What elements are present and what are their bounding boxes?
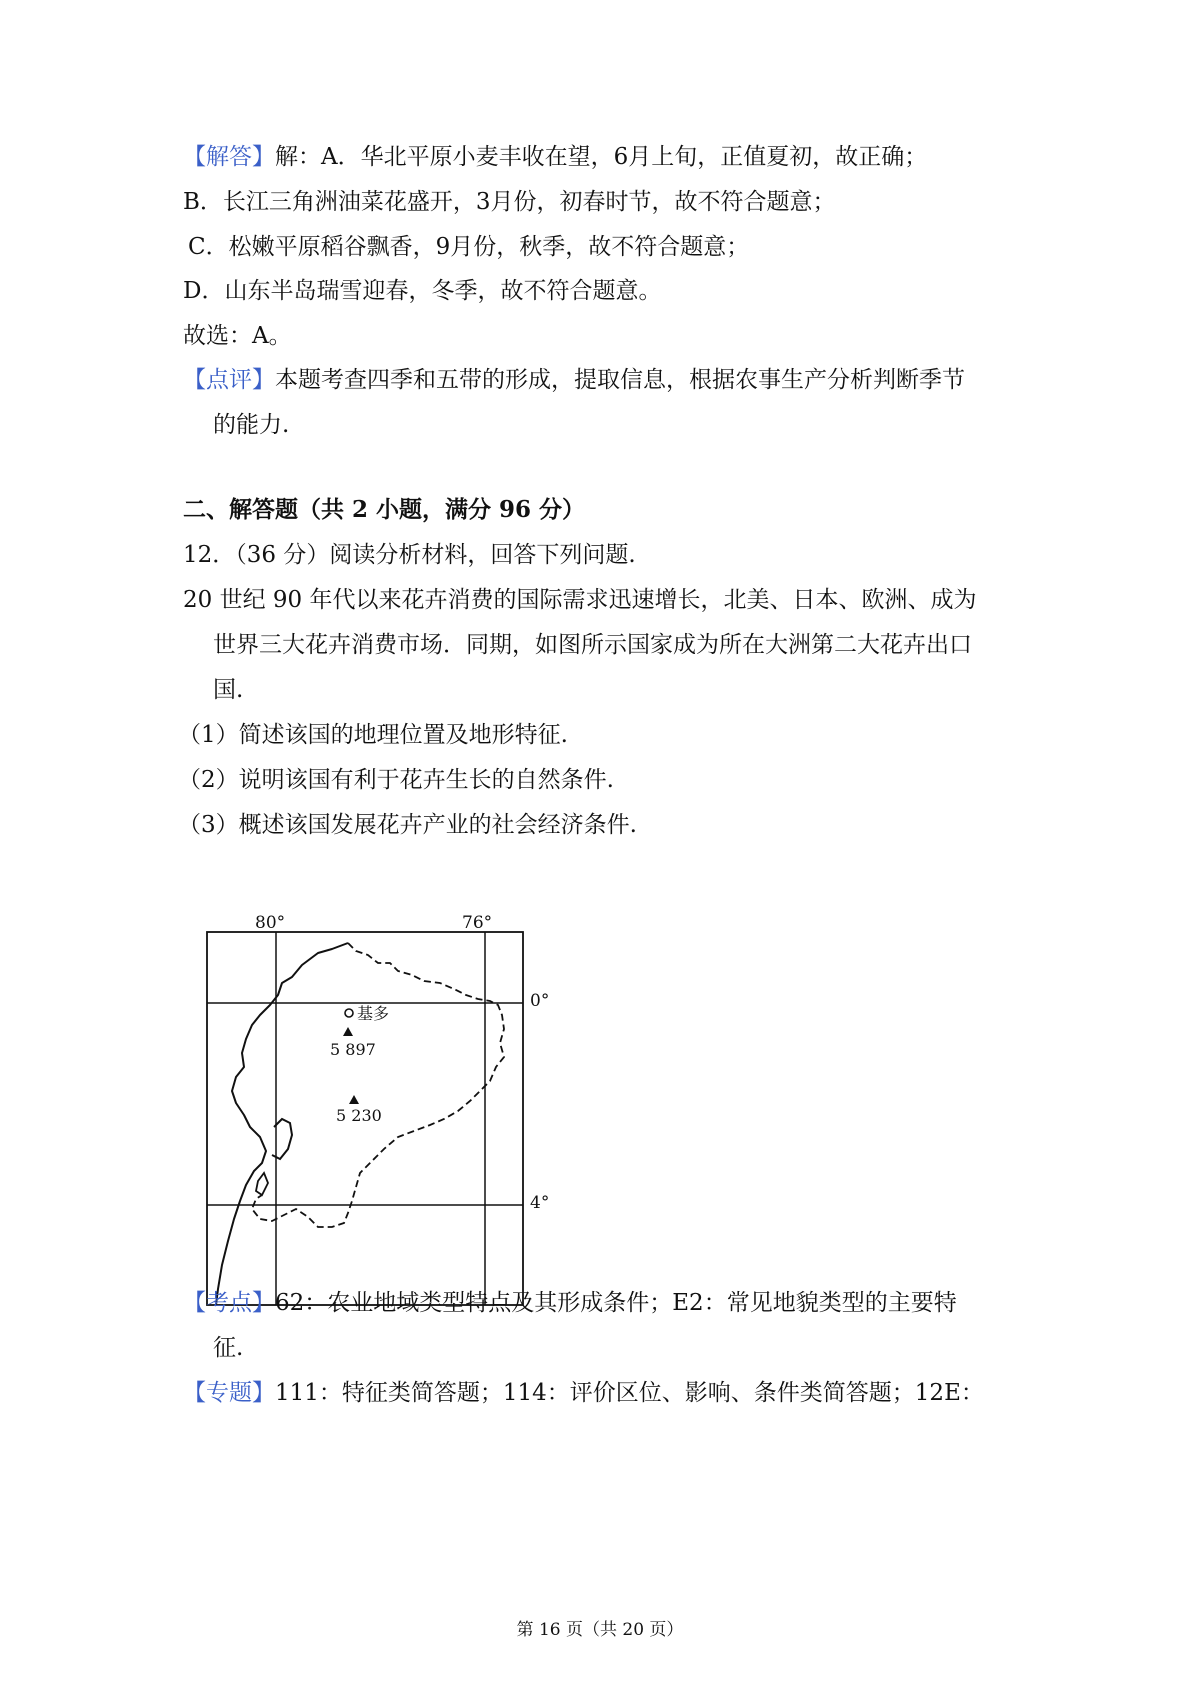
map-peak-2-icon bbox=[349, 1095, 359, 1104]
comment-tag: 【点评】 bbox=[183, 367, 275, 393]
map-coast-inlet bbox=[272, 1119, 292, 1159]
material-line-2: 世界三大花卉消费市场．同期，如图所示国家成为所在大洲第二大花卉出口 bbox=[213, 632, 972, 658]
map-national-border bbox=[252, 943, 504, 1227]
map-peak-1-label: 5 897 bbox=[330, 1040, 376, 1059]
sub-question-1: （1）简述该国的地理位置及地形特征. bbox=[178, 722, 568, 748]
map-lat-top-label: 0° bbox=[530, 991, 550, 1011]
kaodian-line-2: 征. bbox=[213, 1335, 244, 1361]
solution-line-1 bbox=[183, 141, 1043, 173]
zhuanti-tag: 【专题】 bbox=[183, 1380, 275, 1406]
ecuador-map bbox=[200, 905, 600, 1325]
comment-line-2: 的能力. bbox=[213, 412, 290, 438]
map-city-marker bbox=[345, 1009, 353, 1017]
solution-line-5: 故选：A。 bbox=[183, 323, 292, 349]
map-lon-left-label: 80° bbox=[255, 913, 286, 933]
sub-question-3: （3）概述该国发展花卉产业的社会经济条件. bbox=[178, 812, 637, 838]
zhuanti-text-1: 111：特征类简答题；114：评价区位、影响、条件类简答题；12E： bbox=[275, 1380, 984, 1406]
kaodian-line-1 bbox=[183, 1287, 1043, 1319]
comment-line-1 bbox=[183, 364, 1043, 396]
map-peak-1-icon bbox=[343, 1027, 353, 1036]
question-header: 12．（36 分）阅读分析材料，回答下列问题. bbox=[183, 542, 636, 568]
solution-line-2: B．长江三角洲油菜花盛开，3月份，初春时节，故不符合题意； bbox=[183, 189, 836, 215]
kaodian-text-1: 62：农业地域类型特点及其形成条件；E2：常见地貌类型的主要特 bbox=[275, 1290, 957, 1316]
section-title: 二、解答题（共 2 小题，满分 96 分） bbox=[183, 496, 586, 523]
solution-line-4: D．山东半岛瑞雪迎春，冬季，故不符合题意。 bbox=[183, 278, 662, 304]
map-island bbox=[256, 1173, 268, 1195]
material-line-3: 国. bbox=[213, 677, 244, 703]
solution-tag: 【解答】 bbox=[183, 144, 275, 170]
material-line-1: 20 世纪 90 年代以来花卉消费的国际需求迅速增长，北美、日本、欧洲、成为 bbox=[183, 587, 977, 613]
map-city-label: 基多 bbox=[357, 1004, 390, 1023]
kaodian-tag: 【考点】 bbox=[183, 1290, 275, 1316]
map-peak-2-label: 5 230 bbox=[336, 1106, 382, 1125]
map-lat-bottom-label: 4° bbox=[530, 1193, 550, 1213]
page-footer: 第 16 页（共 20 页） bbox=[516, 1620, 684, 1640]
map-coastline bbox=[216, 943, 348, 1305]
map-lon-right-label: 76° bbox=[462, 913, 493, 933]
sub-question-2: （2）说明该国有利于花卉生长的自然条件. bbox=[178, 767, 614, 793]
solution-line-3: C．松嫩平原稻谷飘香，9月份，秋季，故不符合题意； bbox=[188, 234, 750, 260]
solution-text-1: 解：A．华北平原小麦丰收在望，6月上旬，正值夏初，故正确； bbox=[275, 144, 928, 170]
comment-text-1: 本题考查四季和五带的形成，提取信息，根据农事生产分析判断季节 bbox=[275, 367, 965, 393]
zhuanti-line-1 bbox=[183, 1377, 1043, 1409]
